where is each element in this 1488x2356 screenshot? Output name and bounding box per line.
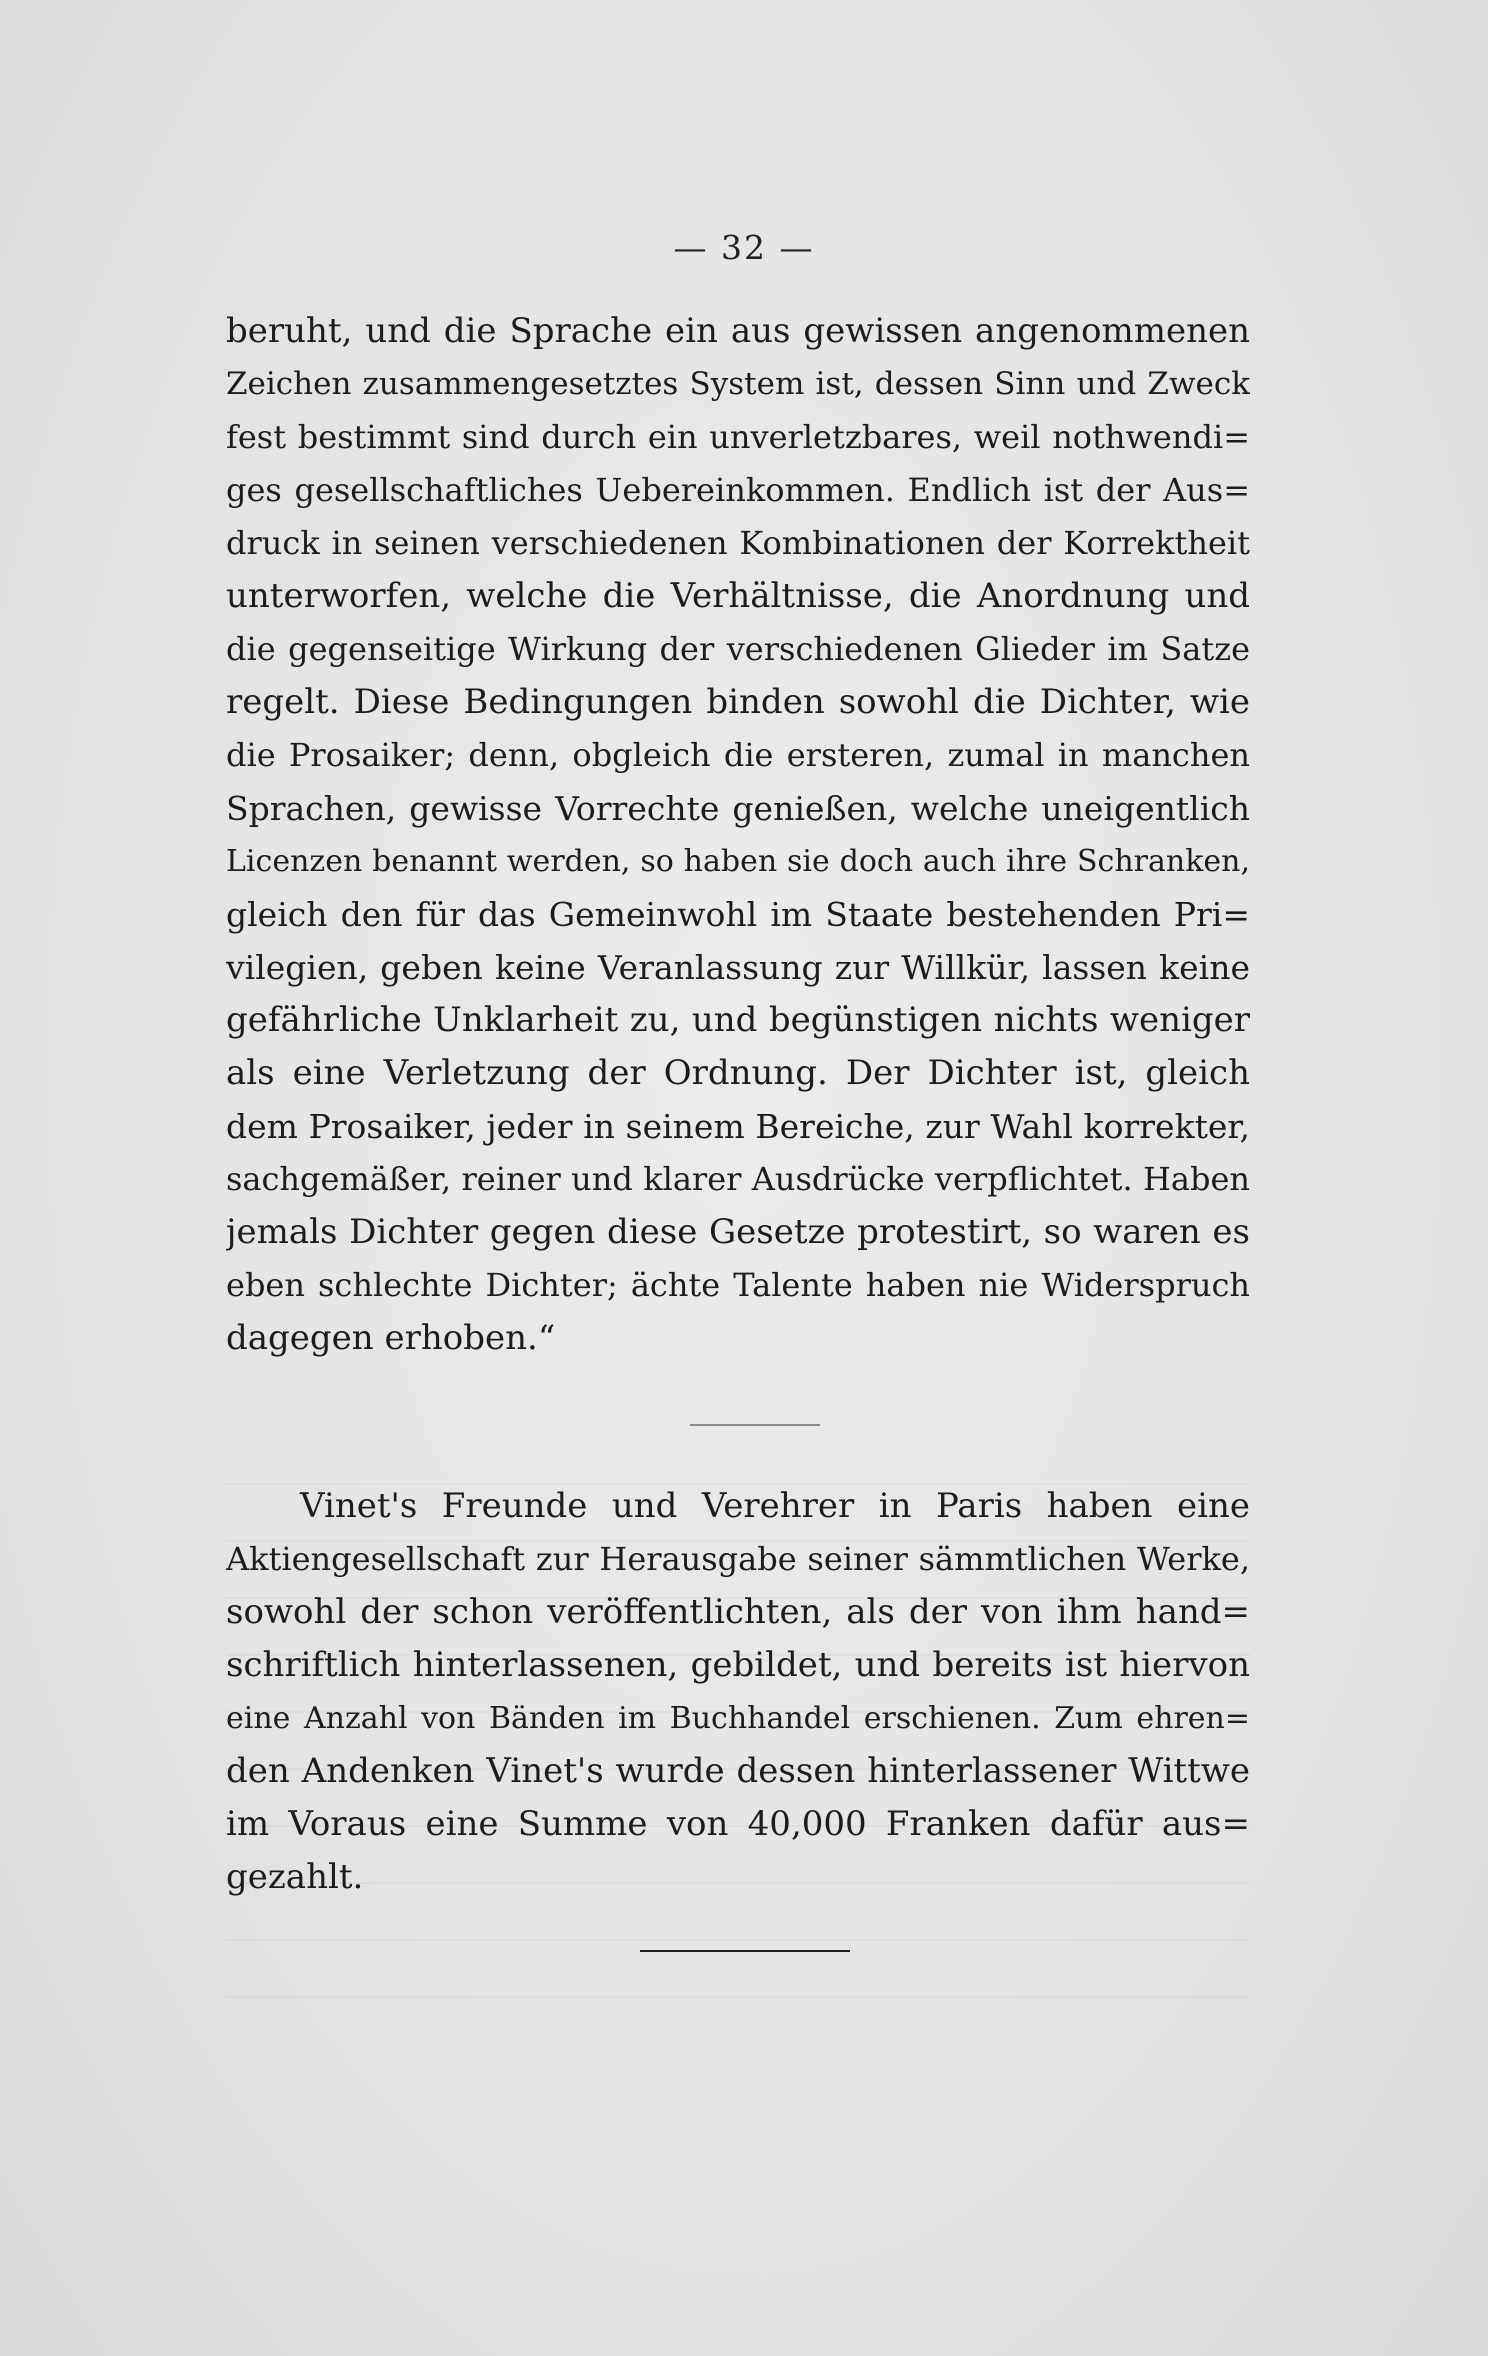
text-line: eine Anzahl von Bänden im Buchhandel erschienen. Zum ehren=	[226, 1701, 1250, 1736]
text-line: Licenzen benannt werden, so haben sie doch auch ihre Schranken,	[226, 844, 1250, 879]
text-line: sowohl der schon veröffentlichten, als der von ihm hand=	[226, 1592, 1250, 1632]
section-divider	[690, 1424, 820, 1426]
text-line: schriftlich hinterlassenen, gebildet, und bereits ist hiervon	[226, 1645, 1250, 1685]
paragraph-vinet	[226, 1480, 1250, 1904]
text-line: Aktiengesellschaft zur Herausgabe seiner sämmtlichen Werke,	[226, 1540, 1250, 1578]
text-line: Zeichen zusammengesetztes System ist, dessen Sinn und Zweck	[226, 366, 1250, 402]
text-line: gezahlt.	[226, 1857, 364, 1897]
text-line: Vinet's Freunde und Verehrer in Paris haben eine	[300, 1486, 1250, 1526]
text-line: ges gesellschaftliches Uebereinkommen. Endlich ist der Aus=	[226, 471, 1250, 509]
text-line: dagegen erhoben.“	[226, 1318, 556, 1358]
text-line: dem Prosaiker, jeder in seinem Bereiche, zur Wahl korrekter,	[226, 1107, 1250, 1146]
text-line: die gegenseitige Wirkung der verschiedenen Glieder im Satze	[226, 630, 1250, 668]
text-line: den Andenken Vinet's wurde dessen hinterlassener Wittwe	[226, 1751, 1250, 1791]
end-rule	[640, 1950, 850, 1952]
text-line: gefährliche Unklarheit zu, und begünstigen nichts weniger	[226, 1000, 1250, 1040]
text-line: fest bestimmt sind durch ein unverletzbares, weil nothwendi=	[226, 418, 1250, 456]
text-line: regelt. Diese Bedingungen binden sowohl die Dichter, wie	[226, 682, 1250, 722]
text-line: Sprachen, gewisse Vorrechte genießen, welche uneigentlich	[226, 789, 1250, 828]
page-number: — 32 —	[673, 228, 815, 267]
paragraph-quote-ending	[226, 305, 1250, 1365]
text-line: die Prosaiker; denn, obgleich die ersteren, zumal in manchen	[226, 736, 1250, 774]
text-line: eben schlechte Dichter; ächte Talente haben nie Widerspruch	[226, 1266, 1250, 1304]
text-line: als eine Verletzung der Ordnung. Der Dichter ist, gleich	[226, 1053, 1250, 1093]
text-line: jemals Dichter gegen diese Gesetze protestirt, so waren es	[226, 1212, 1250, 1252]
text-line: gleich den für das Gemeinwohl im Staate bestehenden Pri=	[226, 895, 1250, 934]
text-line: im Voraus eine Summe von 40,000 Franken dafür aus=	[226, 1804, 1250, 1844]
text-line: vilegien, geben keine Veranlassung zur Willkür, lassen keine	[226, 948, 1250, 987]
text-line: druck in seinen verschiedenen Kombinationen der Korrektheit	[226, 524, 1250, 562]
text-line: sachgemäßer, reiner und klarer Ausdrücke verpflichtet. Haben	[226, 1160, 1250, 1198]
text-line: beruht, und die Sprache ein aus gewissen angenommenen	[226, 311, 1250, 351]
text-line: unterworfen, welche die Verhältnisse, die Anordnung und	[226, 576, 1250, 616]
